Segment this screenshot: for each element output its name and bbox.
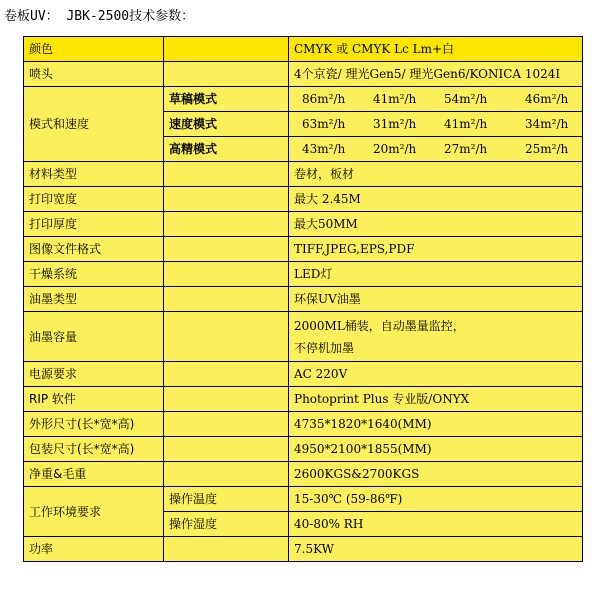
format-value: TIFF,JPEG,EPS,PDF <box>289 237 583 262</box>
ink-capacity-value <box>289 312 583 362</box>
row-width <box>24 187 583 212</box>
drying-sub-cell <box>164 262 289 287</box>
format-label: 图像文件格式 <box>24 237 164 262</box>
power-req-value: AC 220V <box>289 362 583 387</box>
row-thickness <box>24 212 583 237</box>
humidity-label: 操作湿度 <box>164 512 289 537</box>
thickness-sub-cell <box>164 212 289 237</box>
nozzle-value: 4个京瓷/ 理光Gen5/ 理光Gen6/KONICA 1024I <box>289 62 583 87</box>
ink-capacity-label: 油墨容量 <box>24 312 164 362</box>
package-value: 4950*2100*1855(MM) <box>289 437 583 462</box>
width-label: 打印宽度 <box>24 187 164 212</box>
mode-name: 速度模式 <box>164 112 289 137</box>
humidity-value: 40-80% RH <box>289 512 583 537</box>
mode-speeds <box>289 87 583 112</box>
package-sub-cell <box>164 437 289 462</box>
speed-value: 54m²/h <box>444 92 488 106</box>
speed-value: 41m²/h <box>373 92 417 106</box>
ink-capacity-line2: 不停机加墨 <box>294 340 355 355</box>
temp-label: 操作温度 <box>164 487 289 512</box>
speed-value: 27m²/h <box>444 142 488 156</box>
row-drying <box>24 262 583 287</box>
row-power <box>24 537 583 562</box>
temp-value: 15-30℃ (59-86℉) <box>289 487 583 512</box>
color-sub-cell <box>164 37 289 62</box>
color-value: CMYK 或 CMYK Lc Lm+白 <box>289 37 583 62</box>
color-label: 颜色 <box>24 37 164 62</box>
row-format <box>24 237 583 262</box>
weight-label: 净重&毛重 <box>24 462 164 487</box>
weight-value: 2600KGS&2700KGS <box>289 462 583 487</box>
environment-label: 工作环境要求 <box>24 487 164 537</box>
speed-value: 63m²/h <box>302 117 346 131</box>
rip-value: Photoprint Plus 专业版/ONYX <box>289 387 583 412</box>
mode-name: 草稿模式 <box>164 87 289 112</box>
mode-speeds <box>289 112 583 137</box>
format-sub-cell <box>164 237 289 262</box>
page-title: 卷板UV： JBK-2500技术参数： <box>4 9 195 24</box>
row-package <box>24 437 583 462</box>
width-value: 最大 2.45M <box>289 187 583 212</box>
width-sub-cell <box>164 187 289 212</box>
thickness-value: 最大50MM <box>289 212 583 237</box>
ink-capacity-sub-cell <box>164 312 289 362</box>
speed-value: 46m²/h <box>525 92 569 106</box>
dimensions-label: 外形尺寸(长*宽*高) <box>24 412 164 437</box>
row-weight <box>24 462 583 487</box>
row-power-req <box>24 362 583 387</box>
mode-name: 高精模式 <box>164 137 289 162</box>
row-ink-capacity <box>24 312 583 362</box>
speed-value: 41m²/h <box>444 117 488 131</box>
rip-sub-cell <box>164 387 289 412</box>
package-label: 包装尺寸(长*宽*高) <box>24 437 164 462</box>
power-sub-cell <box>164 537 289 562</box>
drying-value: LED灯 <box>289 262 583 287</box>
speed-value: 20m²/h <box>373 142 417 156</box>
material-label: 材料类型 <box>24 162 164 187</box>
power-value: 7.5KW <box>289 537 583 562</box>
power-req-sub-cell <box>164 362 289 387</box>
power-label: 功率 <box>24 537 164 562</box>
speed-value: 31m²/h <box>373 117 417 131</box>
ink-capacity-line1: 2000ML桶装，自动墨量监控， <box>294 318 465 333</box>
nozzle-label: 喷头 <box>24 62 164 87</box>
row-material <box>24 162 583 187</box>
row-color <box>24 37 583 62</box>
row-mode-draft <box>24 87 583 112</box>
modes-label: 模式和速度 <box>24 87 164 162</box>
nozzle-sub-cell <box>164 62 289 87</box>
ink-type-value: 环保UV油墨 <box>289 287 583 312</box>
ink-type-sub-cell <box>164 287 289 312</box>
speed-value: 43m²/h <box>302 142 346 156</box>
speed-value: 25m²/h <box>525 142 569 156</box>
row-dimensions <box>24 412 583 437</box>
dimensions-sub-cell <box>164 412 289 437</box>
weight-sub-cell <box>164 462 289 487</box>
speed-value: 34m²/h <box>525 117 569 131</box>
material-value: 卷材，板材 <box>289 162 583 187</box>
row-nozzle <box>24 62 583 87</box>
ink-type-label: 油墨类型 <box>24 287 164 312</box>
spec-table <box>23 36 583 562</box>
mode-speeds <box>289 137 583 162</box>
material-sub-cell <box>164 162 289 187</box>
drying-label: 干燥系统 <box>24 262 164 287</box>
rip-label: RIP 软件 <box>24 387 164 412</box>
power-req-label: 电源要求 <box>24 362 164 387</box>
dimensions-value: 4735*1820*1640(MM) <box>289 412 583 437</box>
thickness-label: 打印厚度 <box>24 212 164 237</box>
row-rip <box>24 387 583 412</box>
row-ink-type <box>24 287 583 312</box>
speed-value: 86m²/h <box>302 92 346 106</box>
row-env-temp <box>24 487 583 512</box>
